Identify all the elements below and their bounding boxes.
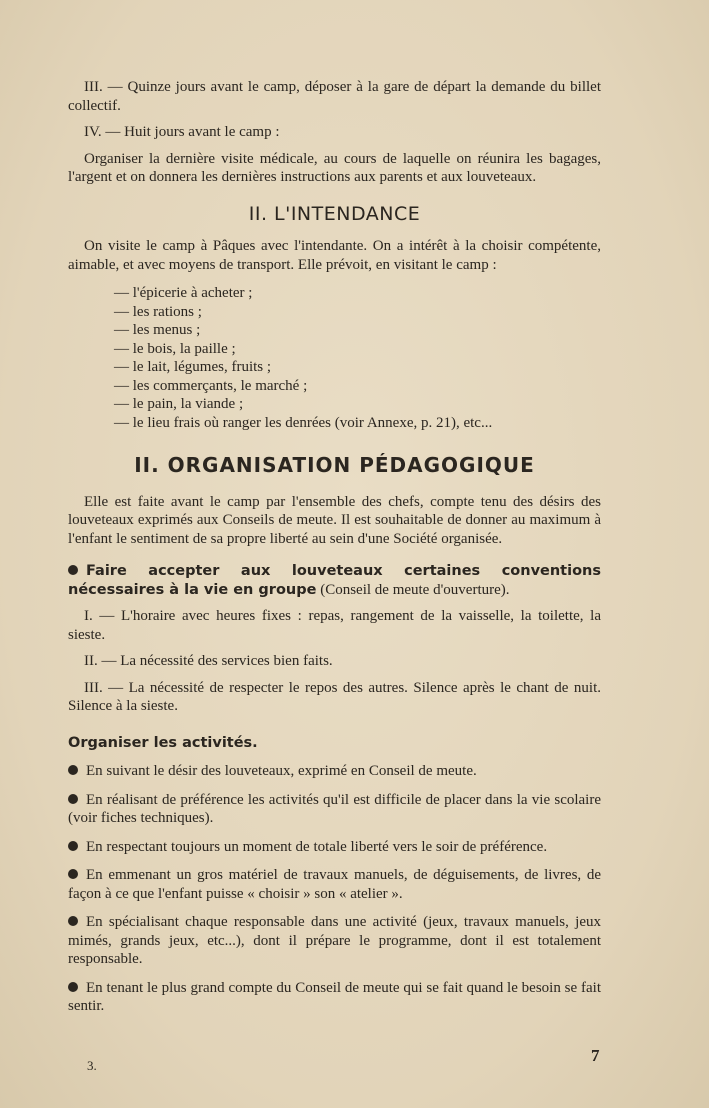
intendance-text: On visite le camp à Pâques avec l'intendante. On a intérêt à la choisir compétente, aimable, et avec moyens de transport. Elle prévoit, en visitant le camp : <box>68 238 601 273</box>
activity-item: En suivant le désir des louveteaux, exprimé en Conseil de meute. <box>68 762 601 781</box>
intro-paragraph-iv: IV. — Huit jours avant le camp : <box>84 124 280 140</box>
activity-item: En tenant le plus grand compte du Conseil de meute qui se fait quand le besoin se fait sentir. <box>68 979 601 1014</box>
conventions-note: (Conseil de meute d'ouverture). <box>320 581 510 598</box>
intendance-heading: II. L'INTENDANCE <box>248 202 421 225</box>
bullet-icon <box>68 794 78 804</box>
bullet-icon <box>68 916 78 926</box>
bullet-icon <box>68 765 78 775</box>
activity-item: En réalisant de préférence les activités qu'il est difficile de placer dans la vie scolaire (voir fiches techniques). <box>68 791 601 826</box>
activity-item: En respectant toujours un moment de totale liberté vers le soir de préférence. <box>68 838 601 857</box>
bullet-icon <box>68 982 78 992</box>
signature-mark: 3. <box>87 1058 97 1073</box>
page-number: 7 <box>591 1046 600 1065</box>
list-item: — les commerçants, le marché ; <box>114 377 601 396</box>
intro-paragraph-iii: III. — Quinze jours avant le camp, déposer à la gare de départ la demande du billet collectif. <box>68 79 601 114</box>
organisation-text: Elle est faite avant le camp par l'ensemble des chefs, compte tenu des désirs des louveteaux exprimés aux Conseils de meute. Il est souhaitable de donner au maximum à l'enfant le sentiment de sa propre liberté au sein d'une Société organisée. <box>68 493 601 547</box>
page-content <box>68 78 601 1016</box>
intro-paragraph-visit: Organiser la dernière visite médicale, au cours de laquelle on réunira les bagages, l'argent et on donnera les dernières instructions aux parents et aux louveteaux. <box>68 150 601 185</box>
bullet-icon <box>68 869 78 879</box>
list-item: — le pain, la viande ; <box>114 395 601 414</box>
bullet-icon <box>68 841 78 851</box>
convention-item: II. — La nécessité des services bien faits. <box>84 653 333 669</box>
convention-item: I. — L'horaire avec heures fixes : repas, rangement de la vaisselle, la toilette, la sieste. <box>68 608 601 643</box>
organisation-heading: II. ORGANISATION PÉDAGOGIQUE <box>134 453 535 477</box>
activities-heading: Organiser les activités. <box>68 734 258 751</box>
bullet-icon <box>68 565 78 575</box>
intendance-list <box>68 284 601 432</box>
list-item: — le bois, la paille ; <box>114 340 601 359</box>
list-item: — les menus ; <box>114 321 601 340</box>
list-item: — le lieu frais où ranger les denrées (voir Annexe, p. 21), etc... <box>114 414 601 433</box>
conventions-heading <box>68 562 601 599</box>
activity-item: En spécialisant chaque responsable dans une activité (jeux, travaux manuels, jeux mimés, grands jeux, etc...), dont il prépare le programme, dont il est totalement responsable. <box>68 914 601 967</box>
convention-item: III. — La nécessité de respecter le repos des autres. Silence après le chant de nuit. Silence à la sieste. <box>68 679 601 714</box>
conventions-title: Faire accepter aux louveteaux certaines conventions nécessaires à la vie en groupe <box>68 563 601 598</box>
activity-item: En emmenant un gros matériel de travaux manuels, de déguisements, de livres, de façon à ce que l'enfant puisse « choisir » son « atelier ». <box>68 867 601 902</box>
list-item: — les rations ; <box>114 303 601 322</box>
list-item: — le lait, légumes, fruits ; <box>114 358 601 377</box>
list-item: — l'épicerie à acheter ; <box>114 284 601 303</box>
